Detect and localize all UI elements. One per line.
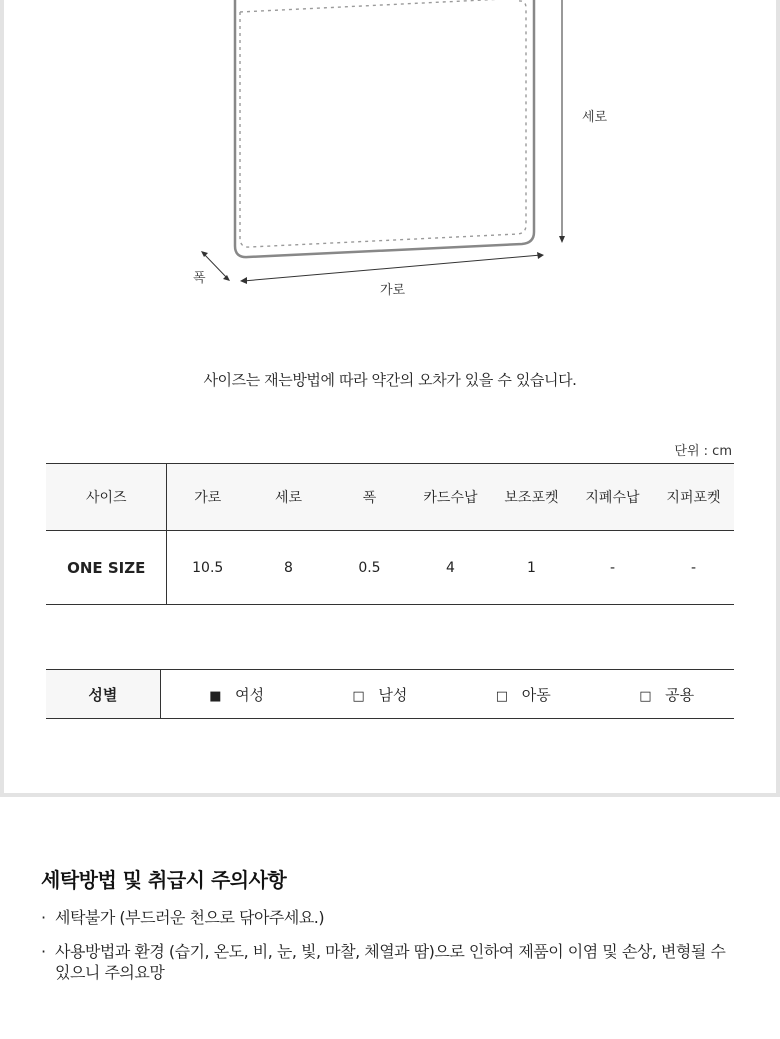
bullet-icon: · (41, 942, 46, 961)
list-item (41, 941, 731, 983)
width-arrow-head-right (537, 252, 544, 259)
care-instructions-section (0, 797, 780, 1039)
wallet-stitching (240, 0, 526, 247)
column-header-zipper-pocket: 지퍼포켓 (653, 464, 734, 531)
checkbox-empty-icon: □ (352, 688, 365, 704)
care-title: 세탁방법 및 취급시 주의사항 (41, 868, 287, 892)
size-value-extra-pocket: 1 (527, 559, 536, 576)
gender-option-label: 아동 (521, 685, 551, 704)
column-header-depth: 폭 (329, 464, 410, 531)
care-item-text: 사용방법과 환경 (습기, 온도, 비, 눈, 빛, 마찰, 체열과 땀)으로 인하여 제품이 이염 및 손상, 변형될 수 있으니 주의요망 (55, 942, 726, 982)
checkbox-checked-icon: ■ (209, 688, 222, 704)
size-value-bill-slot: - (609, 559, 615, 576)
size-disclaimer: 사이즈는 재는방법에 따라 약간의 오차가 있을 수 있습니다. (203, 371, 577, 389)
care-item-text: 세탁불가 (부드러운 천으로 닦아주세요.) (55, 908, 325, 927)
wallet-outline (235, 0, 534, 257)
size-value-height: 8 (284, 559, 293, 576)
width-label: 가로 (380, 283, 406, 298)
depth-label: 폭 (193, 271, 206, 286)
gender-option-label: 공용 (665, 685, 695, 704)
size-value-zipper-pocket: - (690, 559, 697, 576)
size-value-depth: 0.5 (358, 559, 381, 576)
width-arrow (243, 255, 541, 281)
gender-option-female (160, 670, 303, 719)
gender-option-label: 여성 (235, 685, 265, 704)
checkbox-empty-icon: □ (495, 688, 509, 704)
size-value-card-slots: 4 (446, 559, 455, 576)
column-header-extra-pocket: 보조포켓 (491, 464, 572, 531)
size-table-header (46, 464, 734, 531)
size-header-label: 사이즈 (46, 464, 167, 531)
wallet-dimension-diagram (4, 0, 776, 320)
column-header-card-slots: 카드수납 (410, 464, 491, 531)
list-item (41, 907, 731, 928)
gender-table (46, 669, 734, 719)
height-arrow-head (559, 236, 565, 243)
size-table (46, 463, 734, 605)
depth-arrow (203, 253, 228, 279)
size-value-width: 10.5 (192, 559, 224, 576)
gender-row (46, 670, 734, 719)
table-row (46, 531, 734, 605)
size-row-label: ONE SIZE (46, 531, 167, 605)
unit-note: 단위 : cm (674, 444, 732, 459)
gender-option-label: 남성 (378, 685, 408, 704)
gender-option-male (304, 670, 447, 719)
depth-arrow-head-bottom (223, 275, 230, 281)
gender-option-kids (447, 670, 590, 719)
width-arrow-head-left (240, 277, 247, 284)
gender-option-unisex (591, 670, 734, 719)
height-label: 세로 (582, 110, 608, 125)
column-header-height: 세로 (248, 464, 329, 531)
checkbox-empty-icon: □ (639, 688, 652, 704)
column-header-bill-slot: 지폐수납 (572, 464, 653, 531)
bullet-icon: · (41, 908, 46, 927)
column-header-width: 가로 (167, 464, 248, 531)
depth-arrow-head-top (201, 251, 208, 257)
gender-label: 성별 (46, 670, 160, 719)
